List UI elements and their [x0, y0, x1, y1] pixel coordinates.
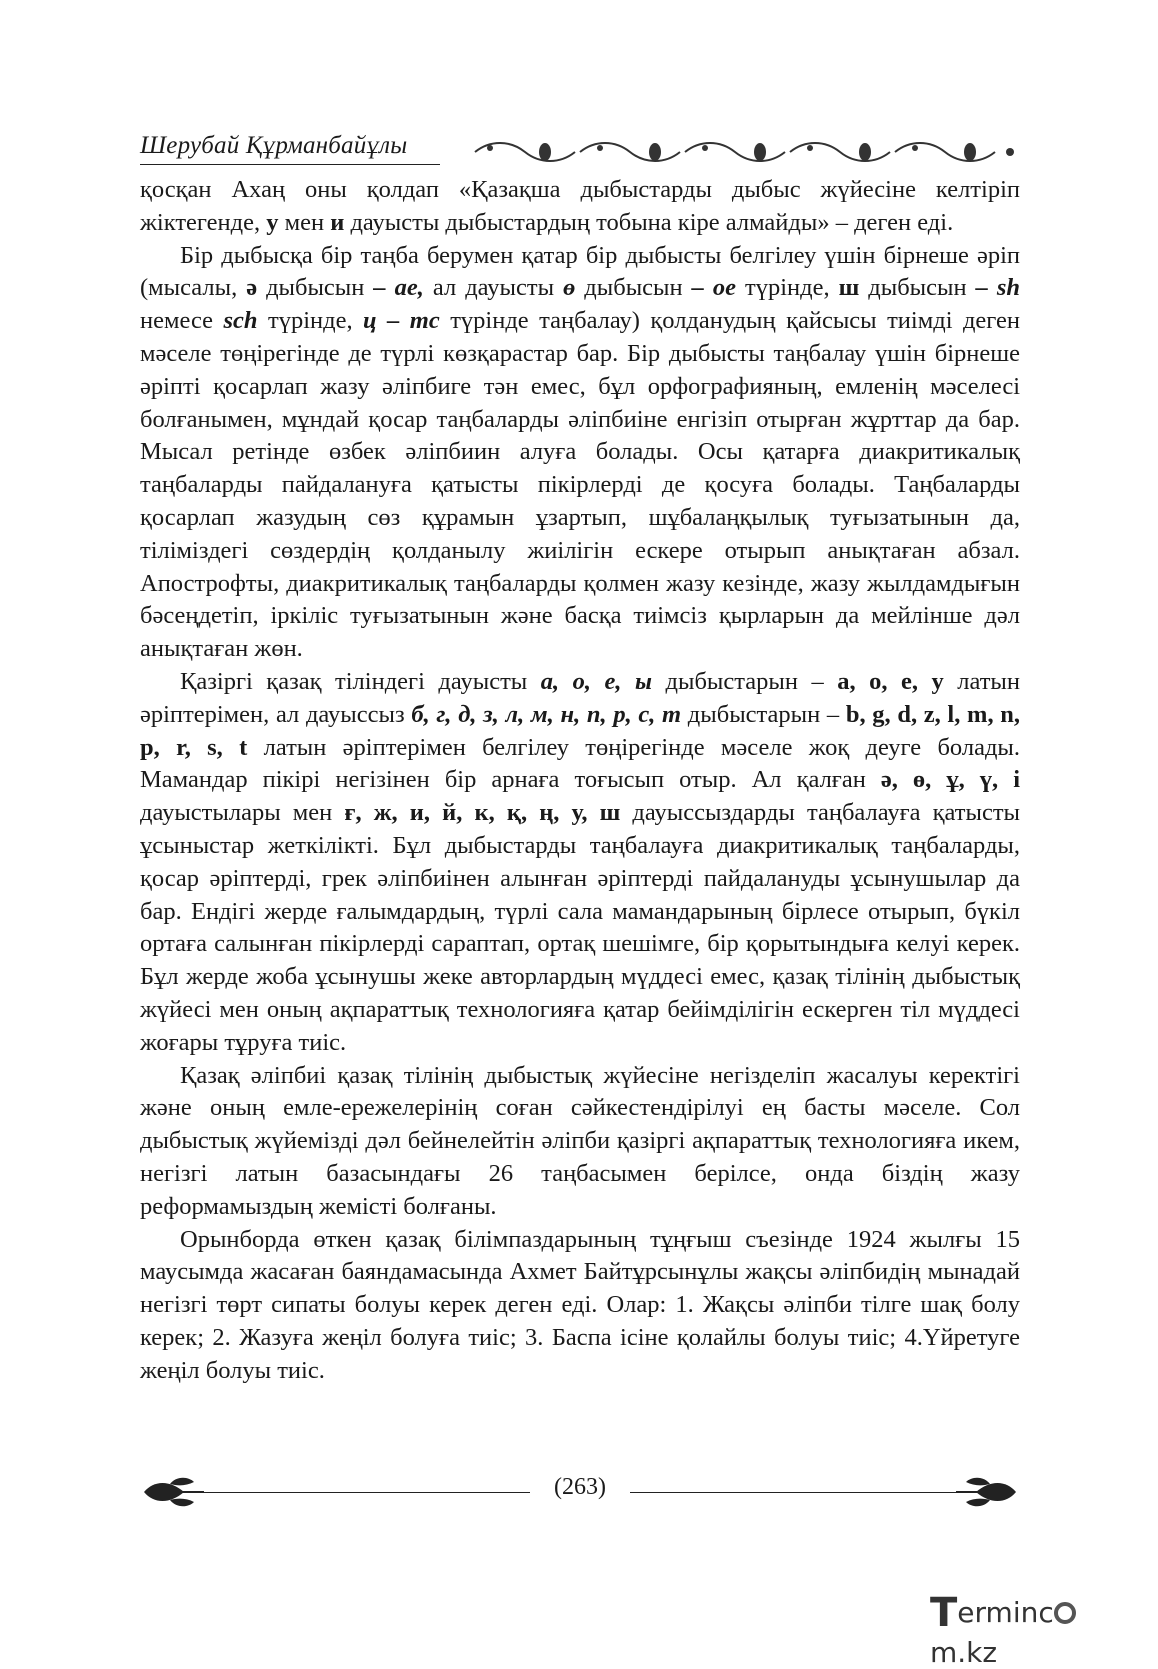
- text-run: б, г, д, з, л, м, н, п, р, с, т: [411, 700, 682, 728]
- text-run: түрінде таңбалау) қолданудың қайсысы тиімді деген мәселе төңірегінде де түрлі көзқарастар бар. Бір дыбысты таңбалау үшін бірнеше әріпті қосарлап жазу әліпбиге тән емес, бұл орфографияның, емленің мәселесі болғанымен, мұндай қосар таңбаларды әліпбиіне енгізіп отырған жұрттар да бар. Мысал ретінде өзбек әліпбиин алуға болады. Осы қатарға диакритикалық таңбаларды пайдалануға қатысты пікірлерді де қосуға болады. Таңбаларды қосарлап жазудың сөз құрамын ұзартып, шұбалаңқылық туғызатынын да, тіліміздегі сөздердің қолданылу жиілігін ескере отырып анықтаған абзал. Апострофты, диакритикалық таңбаларды қолмен жазу кезінде, жазу жылдамдығын бәсеңдетіп, іркіліс туғызатынын және басқа тиімсіз қырларын да мейлінше дәл анықтаған жөн.: [140, 307, 1020, 663]
- text-run: ә: [246, 274, 258, 302]
- leaf-ornament-icon: [140, 1474, 204, 1510]
- text-run: Қазіргі қазақ тіліндегі дауысты: [180, 667, 541, 695]
- paragraph-1: [140, 174, 1020, 240]
- page-footer: [140, 1470, 1020, 1520]
- paragraph-4: [140, 1060, 1020, 1224]
- text-run: дыбысын: [257, 274, 374, 302]
- footer-rule-right: [630, 1492, 960, 1493]
- paragraph-3: [140, 666, 1020, 1060]
- paragraph-5: [140, 1224, 1020, 1388]
- text-run: дауыссыздарды таңбалауға қатысты ұсыныстар жеткілікті. Бұл дыбыстарды таңбалауға диакритикалық таңбаларды, қосар әріптерді, грек әліпбиінен алынған әріптерді пайдалануды ұсынушылар да бар. Ендігі жерде ғалымдардың, түрлі сала мамандарының бірлесе отырып, бүкіл ортаға салынған пікірлерді сараптап, ортақ шешімге, бір қорытындыға келуі керек. Бұл жерде жоба ұсынушы жеке авторлардың мүддесі емес, қазақ тілінің дыбыстық жүйесі мен оның ақпараттық технологияға қатар бейімділігін ескерген тіл мүддесі жоғары тұруға тиіс.: [140, 799, 1021, 1056]
- text-run: – ое: [691, 274, 736, 302]
- text-run: а, о, е, ы: [540, 667, 653, 695]
- text-run: – sh: [975, 274, 1021, 302]
- text-run: Орынборда өткен қазақ білімпаздарының тұңғыш съезінде 1924 жылғы 15 маусымда жасаған баяндамасында Ахмет Байтұрсынұлы жақсы әліпбидің мынадай негізгі төрт сипаты болуы керек деген еді. Олар: 1. Жақсы әліпби тілге шақ болу керек; 2. Жазуға жеңіл болуға тиіс; 3. Баспа ісіне қолайлы болуы тиіс; 4.Үйретуге жеңіл болуы тиіс.: [140, 1225, 1020, 1384]
- text-run: дыбысын: [575, 274, 692, 302]
- text-run: Бір дыбысқа бір таңба берумен қатар бір дыбысты белгілеу үшін бірнеше әріп (мысалы,: [140, 241, 1020, 302]
- text-run: ц – тс: [363, 307, 440, 335]
- text-run: дыбыстарын –: [681, 700, 846, 728]
- running-head-author: Шерубай Құрманбайұлы: [140, 132, 408, 159]
- paragraph-2: [140, 240, 1020, 666]
- text-run: ш: [838, 274, 860, 302]
- text-run: ә, ө, ұ, ү, і: [880, 766, 1021, 794]
- text-run: латын әріптерімен, ал дауыссыз: [140, 667, 1020, 728]
- text-run: и: [330, 208, 345, 236]
- circle-icon: [1054, 1602, 1076, 1624]
- text-run: түрінде,: [736, 274, 839, 302]
- text-run: түрінде,: [257, 307, 364, 335]
- text-run: дауыстылары мен: [140, 799, 345, 827]
- text-run: мен: [278, 208, 331, 236]
- leaf-ornament-icon: [956, 1474, 1020, 1510]
- text-run: у: [266, 208, 279, 236]
- text-run: латын әріптерімен белгілеу төңірегінде мәселе жоқ деуге болады. Мамандар пікірі негізінен бір арнаға тоғысып отыр. Ал қалған: [140, 733, 1020, 794]
- footer-rule-left: [200, 1492, 530, 1493]
- watermark-logo: Termincm.kz: [930, 1590, 1140, 1630]
- header-rule: [140, 164, 440, 165]
- page-header: [140, 128, 1020, 176]
- text-run: немесе: [140, 307, 224, 335]
- text-run: sch: [223, 307, 258, 335]
- text-run: a, o, e, y: [837, 667, 944, 695]
- text-run: ө: [563, 274, 576, 302]
- page-number: (263): [554, 1474, 606, 1500]
- text-run: b, g, d, z, l, m, n, p, r, s, t: [140, 700, 1021, 761]
- text-run: дауысты дыбыстардың тобына кіре алмайды» – деген еді.: [344, 208, 954, 236]
- scroll-ornament-icon: [470, 136, 1020, 168]
- body-text: [140, 174, 1020, 1387]
- text-run: ал дауысты: [423, 274, 564, 302]
- text-run: ғ, ж, и, й, к, қ, ң, у, ш: [344, 799, 621, 827]
- text-run: дыбысын: [859, 274, 976, 302]
- text-run: қосқан Ахаң оны қолдап «Қазақша дыбыстарды дыбыс жүйесіне келтіріп жіктегенде,: [140, 176, 1020, 236]
- text-run: – ае,: [373, 274, 424, 302]
- text-run: дыбыстарын –: [652, 667, 838, 695]
- text-run: Қазақ әліпбиі қазақ тілінің дыбыстық жүйесіне негізделіп жасалуы керектігі және оның емле-ережелерінің соған сәйкестендірілуі ең басты мәселе. Сол дыбыстық жүйемізді дәл бейнелейтін әліпби қазіргі ақпараттық технологияға икем, негізгі латын базасындағы 26 таңбасымен берілсе, онда біздің жазу реформамыздың жемісті болғаны.: [140, 1061, 1020, 1220]
